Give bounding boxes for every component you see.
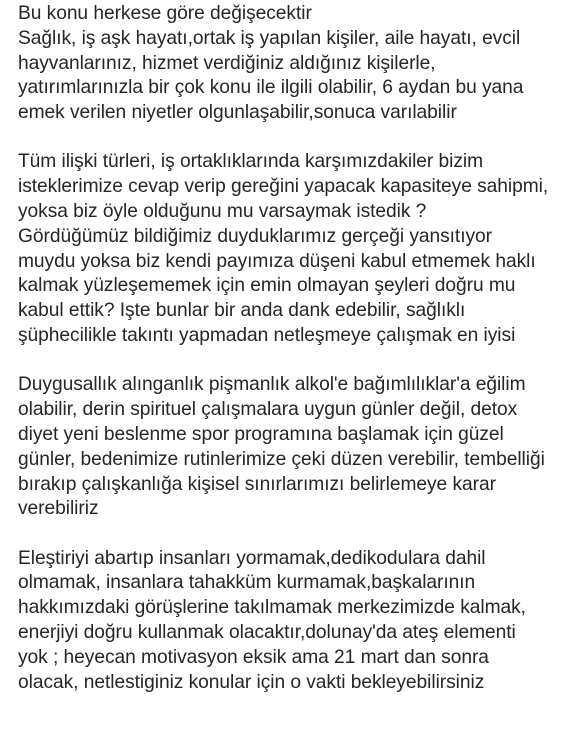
text-line: olacak, netlestiginiz konular için o vakti bekleyebilirsiniz (18, 671, 485, 693)
text-line: isteklerimize cevap verip gereğini yapacak kapasiteye sahipmi, (18, 176, 549, 198)
paragraph-2 (18, 150, 570, 348)
text-line: emek verilen niyetler olgunlaşabilir,sonuca varılabilir (18, 102, 457, 124)
text-line: kabul ettik? Işte bunlar bir anda dank edebilir, sağlıklı (18, 300, 466, 322)
text-line: diyet yeni beslenme spor programına başlamak için güzel (18, 423, 504, 445)
text-line: muydu yoksa biz kendi payımıza düşeni kabul etmemek haklı (18, 250, 536, 272)
text-line: günler, bedenimize rutinlerimize çeki düzen verebilir, tembelliği (18, 448, 545, 470)
paragraph-1 (18, 2, 570, 126)
paragraph-4 (18, 547, 570, 696)
paragraph-3 (18, 373, 570, 522)
text-line: yok ; heyecan motivasyon eksik ama 21 mart dan sonra (18, 646, 489, 668)
text-line: Sağlık, iş aşk hayatı,ortak iş yapılan kişiler, aile hayatı, evcil (18, 27, 521, 49)
text-line: olabilir, derin spirituel çalışmalara uygun günler değil, detox (18, 399, 518, 421)
text-line: Eleştiriyi abartıp insanları yormamak,dedikodulara dahil (18, 547, 486, 569)
text-line: kalmak yüzleşememek için emin olmayan şeyleri doğru mu (18, 275, 516, 297)
text-line: bırakıp çalışkanlığa kişisel sınırlarımızı belirlemeye karar (18, 473, 496, 495)
text-line: hakkımızdaki görüşlerine takılmamak merkezimizde kalmak, (18, 597, 526, 619)
text-line: Gördüğümüz bildiğimiz duyduklarımız gerçeği yansıtıyor (18, 225, 492, 247)
text-line: Tüm ilişki türleri, iş ortaklıklarında karşımızdakiler bizim (18, 151, 484, 173)
text-line: yoksa biz öyle olduğunu mu varsaymak istedik ? (18, 201, 427, 223)
text-line: Bu konu herkese göre değişecektir (18, 3, 312, 24)
text-line: enerjiyi doğru kullanmak olacaktır,dolunay'da ateş elementi (18, 622, 516, 644)
text-line: hayvanlarınız, hizmet verdiğiniz aldığınız kişilerle, (18, 52, 436, 74)
note-text-body (18, 2, 570, 720)
text-line: şüphecilikle takıntı yapmadan netleşmeye çalışmak en iyisi (18, 325, 516, 347)
text-line: olmamak, insanlara tahakküm kurmamak,başkalarının (18, 572, 476, 594)
text-line: verebiliriz (18, 498, 99, 520)
text-line: Duygusallık alınganlık pişmanlık alkol'e bağımlılıklar'a eğilim (18, 374, 526, 396)
text-line: yatırımlarınızla bir çok konu ile ilgili olabilir, 6 aydan bu yana (18, 77, 524, 99)
